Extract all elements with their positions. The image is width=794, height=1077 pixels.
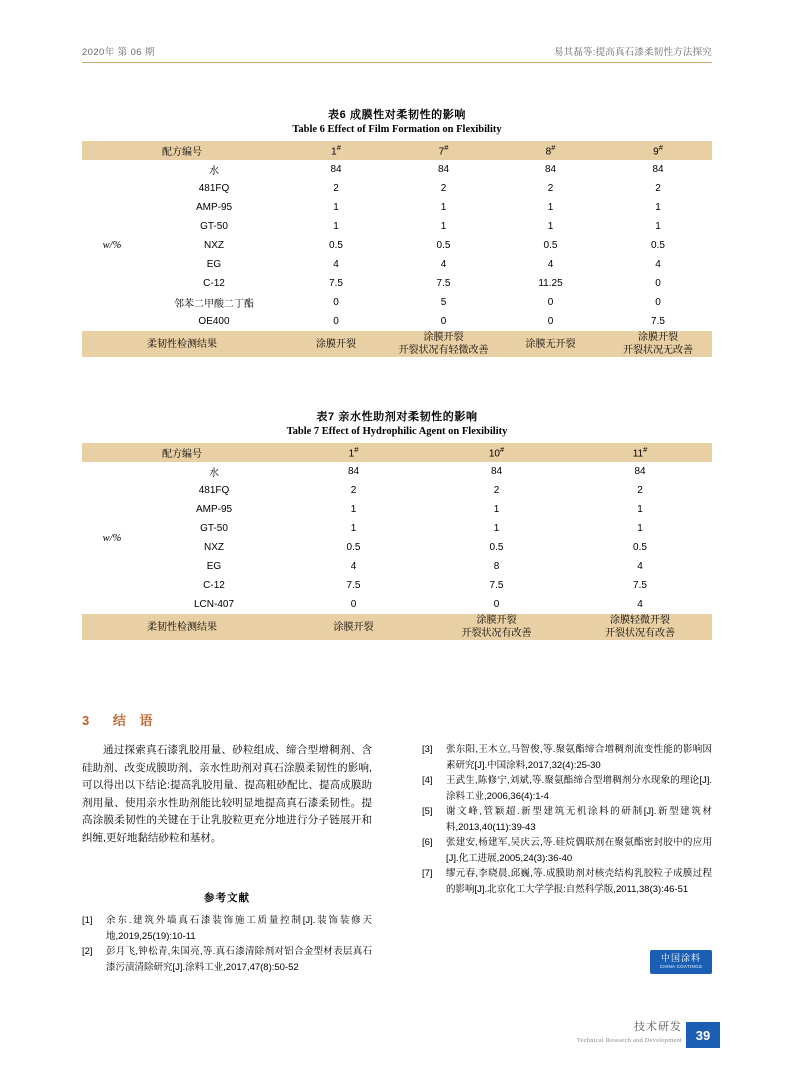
reference-text: 谢文峰,管颖超.新型建筑无机涂料的研制[J].新型建筑材料,2013,40(11):39-43 [446,806,712,833]
table-cell: 4 [440,259,447,270]
table-footer-row [82,614,712,640]
table-cell: 0 [547,316,554,327]
table6-title-en: Table 6 Effect of Film Formation on Flexibility [292,124,502,135]
conclusion-paragraph: 通过探索真石漆乳胶用量、砂粒组成、缔合型增稠剂、含硅助剂、改变成膜助剂、亲水性助剂对真石涂膜柔韧性的影响,可以得出以下结论:提高乳胶用量、提高粗砂配比、提高成膜助剂用量、使用亲水性助剂能比较明显地提高真石漆柔韧性。提高涂膜柔韧性的关键在于让乳胶粒更充分地进行分子链展开和纠缠,更好地黏结砂粒和基材。 [82,744,372,844]
section-footer [482,1018,682,1044]
reference-number: [6] [422,837,433,848]
table-cell: 84 [652,164,664,175]
reference-number: [2] [82,946,93,957]
table-row-label: 水 [209,468,219,479]
table-cell: 84 [544,164,557,175]
table7 [82,443,712,640]
table-footer-row [82,331,712,357]
table-footer-cell: 涂膜开裂 开裂状况有轻微改善 [390,331,497,357]
table-cell: 84 [437,164,450,175]
table-cell: 1 [333,221,339,232]
table-column-header: 1# [282,141,390,160]
reference-text: 张东阳,王木立,马智俊,等.聚氨酯缔合增稠剂流变性能的影响因素研究[J].中国涂料,2017,32(4):25-30 [446,744,712,771]
table-column-header: 8# [497,141,604,160]
table-cell: 5 [440,297,447,308]
table-row [82,557,712,576]
table-row [82,160,712,179]
table-cell: 2 [547,183,554,194]
china-coatings-logo [650,950,712,974]
table7-block [82,408,712,640]
table-row [82,198,712,217]
table-cell: 1 [350,523,357,534]
table-cell: 1 [655,221,661,232]
table-row [82,217,712,236]
reference-text: 缪元春,李晓晨,邱巍,等.成膜助剂对核壳结构乳胶粒子成膜过程的影响[J].北京化工大学学报:自然科学版,2011,38(3):46-51 [446,868,712,895]
table-footer-cell: 涂膜开裂 开裂状况有改善 [425,614,568,640]
table-unit-label: w/% [102,240,122,251]
table-column-header: 9# [604,141,712,160]
table-cell: 7.5 [489,580,504,591]
table-cell: 4 [547,259,554,270]
reference-number: [7] [422,868,433,879]
page-number: 39 [686,1022,720,1048]
table-row-label: C-12 [203,580,225,591]
table-row [82,255,712,274]
table-cell: 1 [637,523,643,534]
table-row [82,462,712,481]
header-issue: 2020年 第 06 期 [82,47,155,58]
table-footer-cell: 涂膜无开裂 [497,331,604,357]
conclusion-title: 结 语 [112,713,158,728]
table-cell: 0.5 [436,240,451,251]
section-name-cn: 技术研发 [634,1021,682,1033]
logo-label-en: CHINA COATINGS [659,964,703,970]
table-footer-cell: 涂膜开裂 [282,614,425,640]
table7-title-en: Table 7 Effect of Hydrophilic Agent on Flexibility [286,426,508,437]
references-left-column [82,913,372,975]
table-row-label: LCN-407 [193,599,235,610]
table-cell: 0 [547,297,554,308]
references-right-column [422,742,712,897]
table-cell: 2 [350,485,357,496]
conclusion-body [82,742,372,847]
table-cell: 2 [440,183,447,194]
table-row-label: 邻苯二甲酸二丁酯 [174,299,254,310]
table-cell: 0 [655,278,661,289]
table-cell: 1 [493,523,500,534]
reference-number: [4] [422,775,433,786]
table-row [82,312,712,331]
reference-text: 王武生,陈修宁,刘斌,等.聚氨酯缔合型增稠剂分水现象的理论[J].涂料工业,2006,36(4):1-4 [446,775,712,802]
table-row [82,538,712,557]
table-cell: 0.5 [651,240,665,251]
table-cell: 4 [333,259,339,270]
table-cell: 1 [350,504,357,515]
table-header-row [82,443,712,462]
reference-item [422,773,712,804]
table-row-label: 481FQ [198,485,230,496]
reference-text: 张建安,杨建军,吴庆云,等.硅烷偶联剂在聚氨酯密封胶中的应用[J].化工进展,2005,24(3):36-40 [446,837,712,864]
table-cell: 1 [547,202,554,213]
table-cell: 0.5 [329,240,343,251]
table-cell: 7.5 [436,278,451,289]
table-cell: 0 [333,297,339,308]
table-row-label: OE400 [198,316,230,327]
references-heading: 参考文献 [204,892,250,904]
table-row-label: EG [206,259,222,270]
reference-item [422,835,712,866]
table-row [82,481,712,500]
table-cell: 11.25 [538,278,563,289]
table-row [82,274,712,293]
table-cell: 7.5 [651,316,665,327]
table-cell: 0 [333,316,339,327]
table6-title-cn: 表6 成膜性对柔韧性的影响 [328,109,466,121]
reference-item [422,742,712,773]
table-column-header: 11# [568,443,712,462]
table-row [82,179,712,198]
table-cell: 84 [634,466,646,477]
table-row-label: C-12 [203,278,225,289]
table-row [82,236,712,255]
conclusion-number: 3 [82,713,95,728]
table-row-label: NXZ [204,542,224,553]
logo-label-cn: 中国涂料 [660,953,701,964]
table-column-header: 10# [425,443,568,462]
table-header-row [82,141,712,160]
table-cell: 1 [440,221,447,232]
table-cell: 8 [493,561,500,572]
table-cell: 4 [655,259,661,270]
table-row-label: NXZ [204,240,224,251]
reference-item [82,944,372,975]
table-cell: 1 [333,202,339,213]
table-cell: 0 [655,297,661,308]
table-row-label: 水 [209,166,219,177]
table-row [82,595,712,614]
table-cell: 0 [493,599,500,610]
table-cell: 84 [347,466,360,477]
reference-text: 彭月飞,钟松青,朱国亮,等.真石漆清除剂对铝合金型材表层真石漆污渍清除研究[J].涂料工业,2017,47(8):50-52 [106,946,372,973]
table-cell: 0.5 [633,542,647,553]
table-header-formula-label: 配方编号 [82,443,282,462]
table-cell: 0.5 [489,542,504,553]
table-cell: 4 [637,599,643,610]
table-row-label: EG [206,561,222,572]
table7-title-cn: 表7 亲水性助剂对柔韧性的影响 [316,411,478,423]
table-cell: 2 [637,485,643,496]
table-footer-cell: 涂膜开裂 [282,331,390,357]
table-cell: 0.5 [346,542,361,553]
table-row-label: AMP-95 [195,202,233,213]
reference-item [82,913,372,944]
table-footer-label: 柔韧性检测结果 [82,614,282,640]
table-footer-cell: 涂膜轻微开裂 开裂状况有改善 [568,614,712,640]
table-cell: 84 [330,164,342,175]
conclusion-heading [82,710,157,729]
table-row-label: AMP-95 [195,504,233,515]
table-cell: 1 [440,202,447,213]
table-cell: 0 [350,599,357,610]
table-cell: 7.5 [346,580,361,591]
table-cell: 1 [547,221,554,232]
table-cell: 0.5 [543,240,558,251]
table-cell: 1 [655,202,661,213]
table-row-label: GT-50 [200,221,228,232]
table-column-header: 7# [390,141,497,160]
reference-number: [5] [422,806,433,817]
table-unit-label: w/% [102,532,122,544]
reference-number: [1] [82,915,93,926]
table-row [82,576,712,595]
table-cell: 7.5 [329,278,343,289]
table-cell: 0 [440,316,447,327]
reference-number: [3] [422,744,433,755]
table-cell: 84 [490,466,503,477]
table-cell: 7.5 [633,580,647,591]
table-header-formula-label: 配方编号 [82,141,282,160]
table-cell: 2 [333,183,339,194]
table-cell: 4 [637,561,643,572]
table-cell: 1 [637,504,643,515]
table-column-header: 1# [282,443,425,462]
table-cell: 4 [350,561,357,572]
reference-text: 余东.建筑外墙真石漆装饰施工质量控制[J].装饰装修天地,2019,25(19):10-11 [106,915,372,942]
table6-block [82,106,712,357]
table-footer-label: 柔韧性检测结果 [82,331,282,357]
section-name-en: Technical Research and Development [576,1037,682,1044]
page-header [82,44,712,63]
table-cell: 2 [655,183,661,194]
table-cell: 2 [493,485,500,496]
reference-item [422,866,712,897]
table-row [82,519,712,538]
table-footer-cell: 涂膜开裂 开裂状况无改善 [604,331,712,357]
reference-item [422,804,712,835]
table-row-label: GT-50 [200,523,228,534]
table-row-label: 481FQ [198,183,230,194]
header-article-title: 易其磊等:提高真石漆柔韧性方法探究 [553,47,712,58]
table-row [82,500,712,519]
table-row [82,293,712,312]
table-cell: 1 [493,504,500,515]
table6 [82,141,712,357]
